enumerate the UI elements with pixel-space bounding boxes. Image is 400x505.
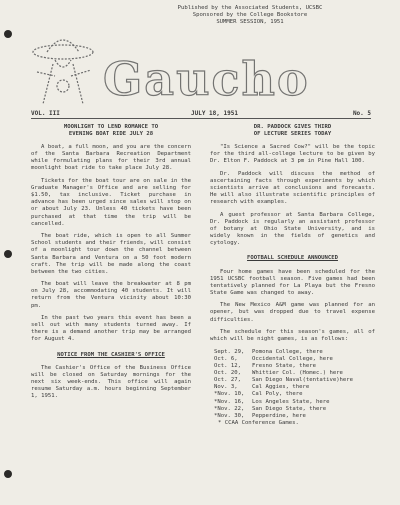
schedule-footnote: * CCAA Conference Games. [218,419,299,426]
schedule-row: Oct. 6, Occidental College, here [214,355,333,362]
gaucho-logo-icon [25,34,105,106]
article-paragraph: "Is Science a Sacred Cow?" will be the topic for the third all-college lecture to be given by Dr. Elton F. Paddock at 3 pm in Pine Hall 100. [210,144,375,165]
schedule-row: *Nov. 10, Cal Poly, there [214,391,303,398]
header-rule [31,118,371,119]
masthead [25,34,365,104]
left-column [31,124,191,406]
boat-ride-headline: MOONLIGHT TO LEND ROMANCE TO EVENING BOAT RIDE JULY 28 [63,124,159,138]
article-paragraph: Dr. Paddock will discuss the method of ascertaining facts through experiments by which scientists arrive at conclusions and forecasts. He will also illustrate scientific principles of research with examples. [210,170,375,206]
publisher-block [150,5,350,26]
binder-hole [4,250,12,258]
binder-hole [4,470,12,478]
masthead-title: Gaucho [103,52,310,106]
football-schedule [214,349,375,420]
publisher-line: SUMMER SESSION, 1951 [216,19,284,25]
right-column [210,124,375,427]
schedule-row: Nov. 3, Cal Aggies, there [214,384,310,391]
schedule-row: Sept. 29, Pomona College, there [214,348,323,355]
article-paragraph: The boat will leave the breakwater at 8 pm on July 28, accommodating 40 students. It will return from the Ventura vicinity about 10:30 pm. [31,281,191,309]
publisher-line: Sponsored by the College Bookstore [192,12,308,18]
football-headline: FOOTBALL SCHEDULE ANNOUNCED [247,255,338,262]
issue-date: JULY 18, 1951 [191,110,238,117]
schedule-row: *Nov. 30, Pepperdine, here [214,412,306,419]
schedule-row: Oct. 27, San Diego Naval(tentative)here [214,377,354,384]
cashier-notice-headline: NOTICE FROM THE CASHIER'S OFFICE [57,351,165,358]
article-paragraph: A guest professor at Santa Barbara College, Dr. Paddock is regularly an assistant professor of botany at Ohio State University, and is widely known in the fields of genetics and cytology. [210,211,375,247]
schedule-row: Oct. 20, Whittier Col. (Homec.) here [214,370,343,377]
lecture-headline: DR. PADDOCK GIVES THIRD OF LECTURE SERIES TODAY [253,124,332,138]
article-paragraph: The schedule for this season's games, all of which will be night games, is as follows: [210,329,375,343]
article-paragraph: The Cashier's Office of the Business Office will be closed on Saturday mornings for the next six week-ends. This office will again resume Saturday a.m. hours beginning September 1, 1951. [31,364,191,399]
publisher-line: Published by the Associated Students, UCSBC [177,5,323,11]
volume-label: VOL. III [31,110,60,117]
article-paragraph: Four home games have been scheduled for the 1951 UCSBC football season. Five games had been tentatively planned for La Playa but the Fresno State Game was changed to away. [210,268,375,296]
schedule-row: Oct. 12, Fresno State, there [214,363,316,370]
article-paragraph: In the past two years this event has been a sell out with many students turned away. If there is a demand another trip may be arranged for August 4. [31,315,191,343]
schedule-row: *Nov. 22, San Diego State, there [214,405,327,412]
binder-hole [4,30,12,38]
issue-number: No. 5 [352,110,371,117]
article-paragraph: The boat ride, which is open to all Summer School students and their friends, will consist of a moonlight tour down the channel between Santa Barbara and Ventura on a 50 foot modern craft. The trip will be made along the coast between the two cities. [31,233,191,275]
schedule-row: *Nov. 16, Los Angeles State, here [214,398,330,405]
article-paragraph: The New Mexico A&M game was planned for an opener, but was dropped due to travel expense difficulties. [210,302,375,323]
article-paragraph: A boat, a full moon, and you are the concern of the Santa Barbara Recreation Department while formulating plans for their 3rd annual moonlight boat ride to take place July 28. [31,144,191,172]
article-paragraph: Tickets for the boat tour are on sale in the Graduate Manager's Office and are selling for $1.50, tax inclusive. Ticket purchase in advance has been urged since sales will stop on or about July 23. Unless 40 tickets have been purchased at that time the trip will be cancelled. [31,178,191,227]
